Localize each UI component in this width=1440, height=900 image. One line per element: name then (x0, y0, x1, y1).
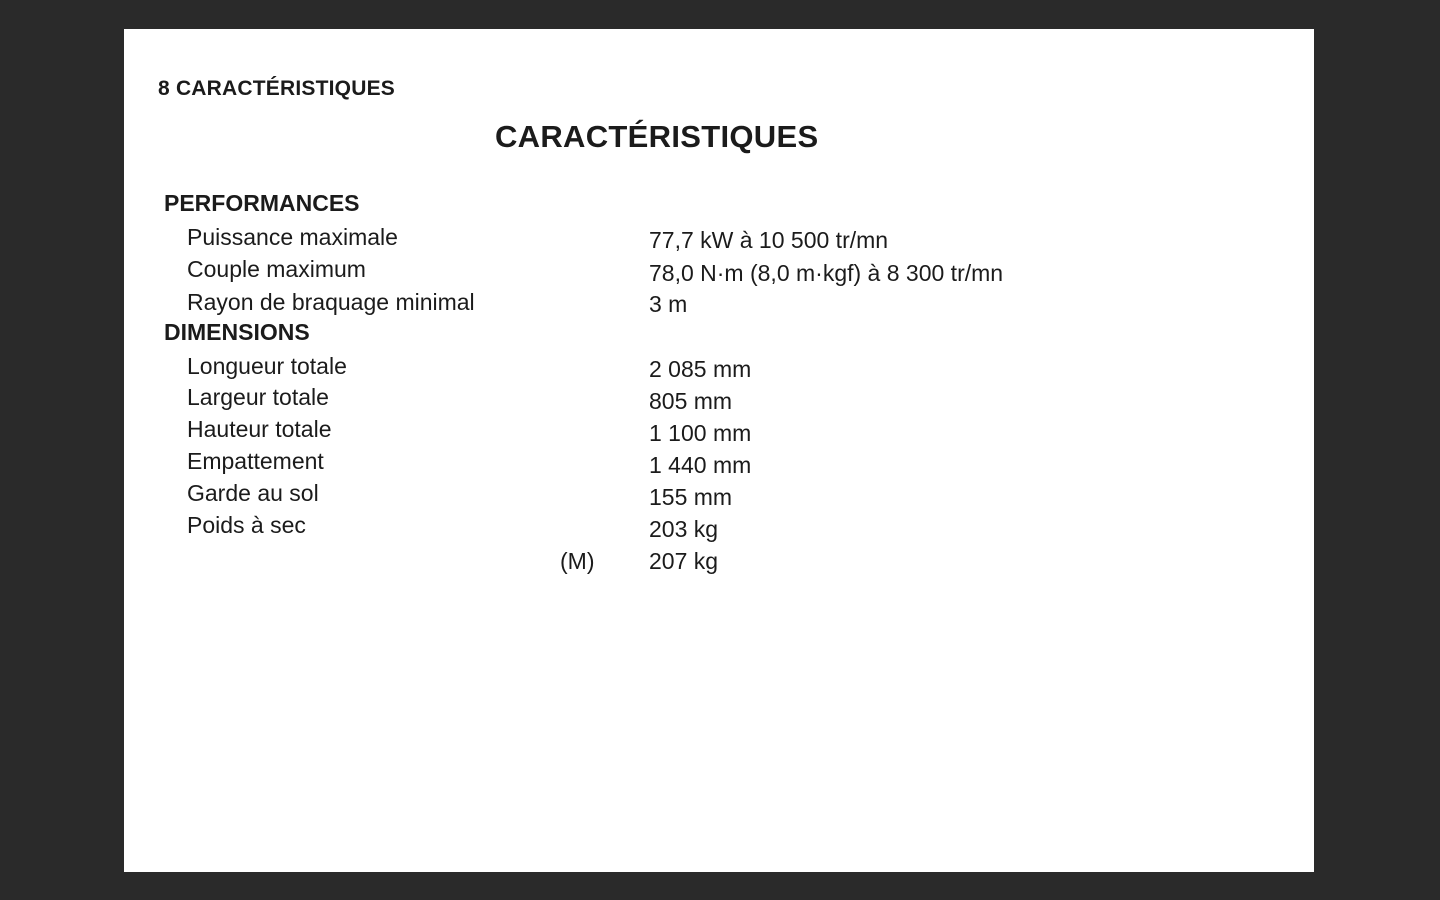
spec-label: Poids à sec (187, 512, 306, 538)
spec-value: 207 kg (649, 548, 719, 574)
spec-value: 3 m (649, 291, 688, 317)
spec-value: 203 kg (649, 516, 719, 542)
spec-value: 78,0 N·m (8,0 m·kgf) à 8 300 tr/mn (649, 260, 1004, 286)
section-heading-dimensions: DIMENSIONS (164, 319, 310, 345)
spec-label: Hauteur totale (187, 416, 332, 442)
running-header-title: CARACTÉRISTIQUES (175, 77, 395, 100)
spec-label: Longueur totale (187, 353, 347, 379)
variant-qualifier: (M) (560, 548, 595, 574)
spec-label: Rayon de braquage minimal (187, 289, 475, 315)
page-number: 8 (158, 77, 170, 100)
spec-value: 1 100 mm (649, 420, 752, 446)
spec-label: Garde au sol (187, 480, 319, 506)
spec-value: 155 mm (649, 484, 733, 510)
spec-value: 77,7 kW à 10 500 tr/mn (649, 227, 889, 253)
spec-label: Largeur totale (187, 384, 329, 410)
spec-label: Puissance maximale (187, 224, 398, 250)
spec-value: 1 440 mm (649, 452, 752, 478)
spec-value: 2 085 mm (649, 356, 752, 382)
running-header (158, 77, 395, 101)
section-heading-performances: PERFORMANCES (164, 190, 360, 216)
document-page (124, 29, 1314, 872)
spec-value: 805 mm (649, 388, 733, 414)
spec-label: Empattement (187, 448, 324, 474)
spec-label: Couple maximum (187, 256, 366, 282)
page-title: CARACTÉRISTIQUES (495, 119, 819, 154)
